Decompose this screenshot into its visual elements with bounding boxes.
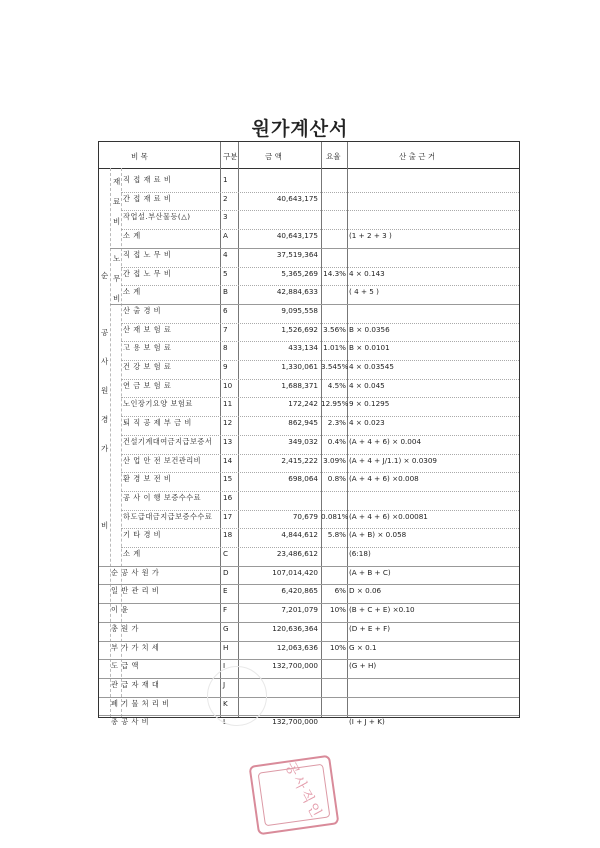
row-rate: 10% [330, 642, 346, 652]
row-code: 18 [223, 530, 233, 540]
row-item-name: 소 계 [123, 549, 141, 558]
row-amount: 107,014,420 [272, 567, 318, 577]
row-code: 2 [223, 193, 228, 203]
row-amount: 6,420,865 [281, 586, 318, 596]
row-rate: 2.3% [327, 418, 346, 428]
table-row [99, 397, 519, 416]
row-rate: 0.8% [327, 474, 346, 484]
row-basis: (A + 4 + J/1.1) × 0.0309 [349, 455, 437, 465]
row-amount: 37,519,364 [276, 249, 318, 259]
row-amount: 70,679 [292, 511, 318, 521]
faded-seal-mark [207, 666, 267, 726]
table-row [99, 622, 519, 641]
row-basis: (D + E + F) [349, 623, 391, 633]
table-row [99, 192, 519, 211]
table-row [99, 248, 519, 267]
row-amount: 132,700,000 [272, 717, 318, 727]
row-code: 7 [223, 324, 228, 334]
row-item-name: 간 접 노 무 비 [123, 268, 172, 278]
row-code: 17 [223, 511, 233, 521]
row-code: 11 [223, 399, 233, 409]
row-item-name: 환 경 보 전 비 [123, 474, 172, 484]
table-row [99, 379, 519, 398]
row-amount: 2,415,222 [281, 455, 318, 465]
row-item-name: 소 계 [123, 287, 141, 297]
row-item-name: 작업설.부산물등(△) [123, 212, 191, 222]
row-code: K [223, 698, 228, 708]
row-amount: 862,945 [288, 418, 318, 428]
row-item-name: 직 접 재 료 비 [123, 175, 172, 184]
row-rate: 0.081% [321, 511, 349, 521]
row-item-name: 간 접 재 료 비 [123, 193, 172, 203]
table-row [99, 360, 519, 379]
row-basis: D × 0.06 [349, 586, 382, 596]
row-amount: 1,526,692 [281, 324, 318, 334]
table-row [99, 267, 519, 286]
group-label-net: 순 [101, 271, 109, 280]
row-rate: 4.5% [327, 380, 346, 390]
header-code: 구분 [223, 152, 238, 161]
table-row [99, 659, 519, 678]
row-item-name: 총 공 사 비 [111, 717, 150, 727]
row-code: B [223, 287, 228, 297]
row-code: D [223, 567, 229, 577]
row-rate: 0.4% [327, 436, 346, 446]
table-row [99, 697, 519, 716]
row-code: 4 [223, 249, 228, 259]
row-code: J [223, 679, 226, 689]
row-code: H [223, 642, 229, 652]
group-label-labor: 노 무 비 [113, 254, 121, 303]
table-row [99, 435, 519, 454]
row-item-name: 건 강 보 험 료 [123, 362, 172, 371]
group-label-material: 재 료 비 [113, 177, 121, 226]
row-amount: 7,201,079 [281, 605, 318, 615]
row-basis: B × 0.0356 [349, 324, 390, 334]
row-item-name: 노인장기요양 보험료 [123, 399, 193, 409]
row-basis: (B + C + E) ×0.10 [349, 605, 415, 615]
row-rate: 5.8% [327, 530, 346, 540]
row-basis: (A + 4 + 6) × 0.004 [349, 436, 422, 446]
row-basis: (A + 4 + 6) ×0.00081 [349, 511, 428, 521]
row-item-name: 공 사 이 행 보증수수료 [123, 492, 202, 502]
row-code: 12 [223, 418, 233, 428]
cost-statement-table [98, 141, 520, 727]
group-label-net-lower: 비 [101, 521, 109, 530]
company-seal-stamp [249, 755, 340, 836]
row-rate: 12.95% [321, 399, 349, 409]
row-code: 3 [223, 212, 228, 222]
table-row [99, 341, 519, 360]
row-item-name: 부 가 가 치 세 [111, 642, 160, 652]
row-basis: (6:18) [349, 549, 371, 558]
seal-text: 공사직인 [281, 759, 325, 822]
row-code: 5 [223, 268, 228, 278]
row-basis: B × 0.0101 [349, 343, 390, 353]
row-code: 8 [223, 343, 228, 353]
row-amount: 120,636,364 [272, 623, 318, 633]
row-basis: ( 4 + 5 ) [349, 287, 379, 297]
row-rate: 1.01% [323, 343, 346, 353]
table-row [99, 491, 519, 510]
table-row [99, 454, 519, 473]
row-code: F [223, 605, 228, 615]
row-item-name: 총 원 가 [111, 623, 139, 633]
row-basis: 9 × 0.1295 [349, 399, 390, 409]
row-item-name: 소 계 [123, 231, 141, 241]
table-row [99, 472, 519, 491]
header-amount: 금 액 [265, 152, 282, 161]
row-code: G [223, 623, 229, 633]
row-item-name: 일 반 관 리 비 [111, 586, 160, 596]
table-header [99, 142, 519, 169]
row-item-name: 직 접 노 무 비 [123, 249, 172, 259]
row-amount: 42,884,633 [276, 287, 318, 297]
row-code: L [223, 717, 228, 727]
header-item: 비 목 [131, 152, 148, 161]
row-basis: (A + B + C) [349, 567, 391, 577]
table-row [99, 210, 519, 229]
row-amount: 172,242 [288, 399, 318, 409]
row-code: 15 [223, 474, 233, 484]
row-basis: (G + H) [349, 661, 377, 671]
row-item-name: 폐 기 물 처 리 비 [111, 698, 170, 708]
header-basis: 산 출 근 거 [399, 152, 436, 161]
row-code: 1 [223, 175, 228, 184]
row-code: 6 [223, 305, 228, 315]
row-basis: (A + 4 + 6) ×0.008 [349, 474, 419, 484]
row-code: 10 [223, 380, 233, 390]
table-row [99, 229, 519, 248]
row-item-name: 도 급 액 [111, 661, 139, 671]
table-row [99, 641, 519, 660]
row-amount: 132,700,000 [272, 661, 318, 671]
row-basis: 4 × 0.143 [349, 268, 385, 278]
row-basis: (A + B) × 0.058 [349, 530, 407, 540]
row-item-name: 산 업 안 전 보건관리비 [123, 455, 202, 465]
row-basis: G × 0.1 [349, 642, 377, 652]
table-row [99, 528, 519, 547]
row-basis: 4 × 0.03545 [349, 362, 394, 371]
table-row [99, 304, 519, 323]
row-item-name: 관 급 자 재 대 [111, 679, 160, 689]
row-code: E [223, 586, 228, 596]
row-code: I [223, 661, 226, 671]
row-rate: 14.3% [323, 268, 346, 278]
table-row [99, 173, 519, 192]
row-item-name: 고 용 보 험 료 [123, 343, 172, 353]
row-basis: (1 + 2 + 3 ) [349, 231, 392, 241]
row-amount: 433,134 [288, 343, 318, 353]
row-code: C [223, 549, 229, 558]
table-row [99, 323, 519, 342]
table-row [99, 510, 519, 529]
row-amount: 12,063,636 [276, 642, 318, 652]
row-amount: 23,486,612 [276, 549, 318, 558]
table-row [99, 715, 519, 734]
row-rate: 6% [334, 586, 346, 596]
row-basis: 4 × 0.023 [349, 418, 385, 428]
header-rate: 요율 [326, 152, 341, 161]
row-item-name: 기 타 경 비 [123, 530, 162, 540]
row-basis: (I + J + K) [349, 717, 385, 727]
row-amount: 4,844,612 [281, 530, 318, 540]
table-row [99, 603, 519, 622]
row-amount: 5,365,269 [281, 268, 318, 278]
row-item-name: 산 출 경 비 [123, 305, 162, 315]
row-rate: 3.09% [323, 455, 346, 465]
table-row [99, 285, 519, 304]
row-item-name: 순 공 사 원 가 [111, 567, 160, 577]
row-rate: 3.545% [321, 362, 349, 371]
row-code: 14 [223, 455, 233, 465]
row-code: 13 [223, 436, 233, 446]
row-item-name: 산 재 보 험 료 [123, 324, 172, 334]
row-rate: 10% [330, 605, 346, 615]
row-amount: 9,095,558 [281, 305, 318, 315]
row-item-name: 하도급대금지급보증수수료 [123, 511, 213, 521]
table-row [99, 547, 519, 566]
row-amount: 40,643,175 [276, 231, 318, 241]
row-item-name: 연 금 보 험 료 [123, 380, 172, 390]
row-amount: 698,064 [288, 474, 318, 484]
row-code: 9 [223, 362, 228, 371]
row-amount: 40,643,175 [276, 193, 318, 203]
document-title: 원가계산서 [251, 118, 349, 140]
row-code: A [223, 231, 228, 241]
row-amount: 1,688,371 [281, 380, 318, 390]
row-amount: 349,032 [288, 436, 318, 446]
row-code: 16 [223, 492, 233, 502]
table-row [99, 566, 519, 585]
row-item-name: 퇴 직 공 제 부 금 비 [123, 418, 192, 428]
row-rate: 3.56% [323, 324, 346, 334]
row-basis: 4 × 0.045 [349, 380, 385, 390]
table-row [99, 416, 519, 435]
row-item-name: 이 윤 [111, 605, 129, 615]
row-amount: 1,330,061 [281, 362, 318, 371]
row-item-name: 건설기계대여금지급보증서 [123, 436, 213, 446]
group-label-expense: 공 사 원 경 가 [101, 328, 109, 453]
table-row [99, 584, 519, 603]
table-row [99, 678, 519, 697]
